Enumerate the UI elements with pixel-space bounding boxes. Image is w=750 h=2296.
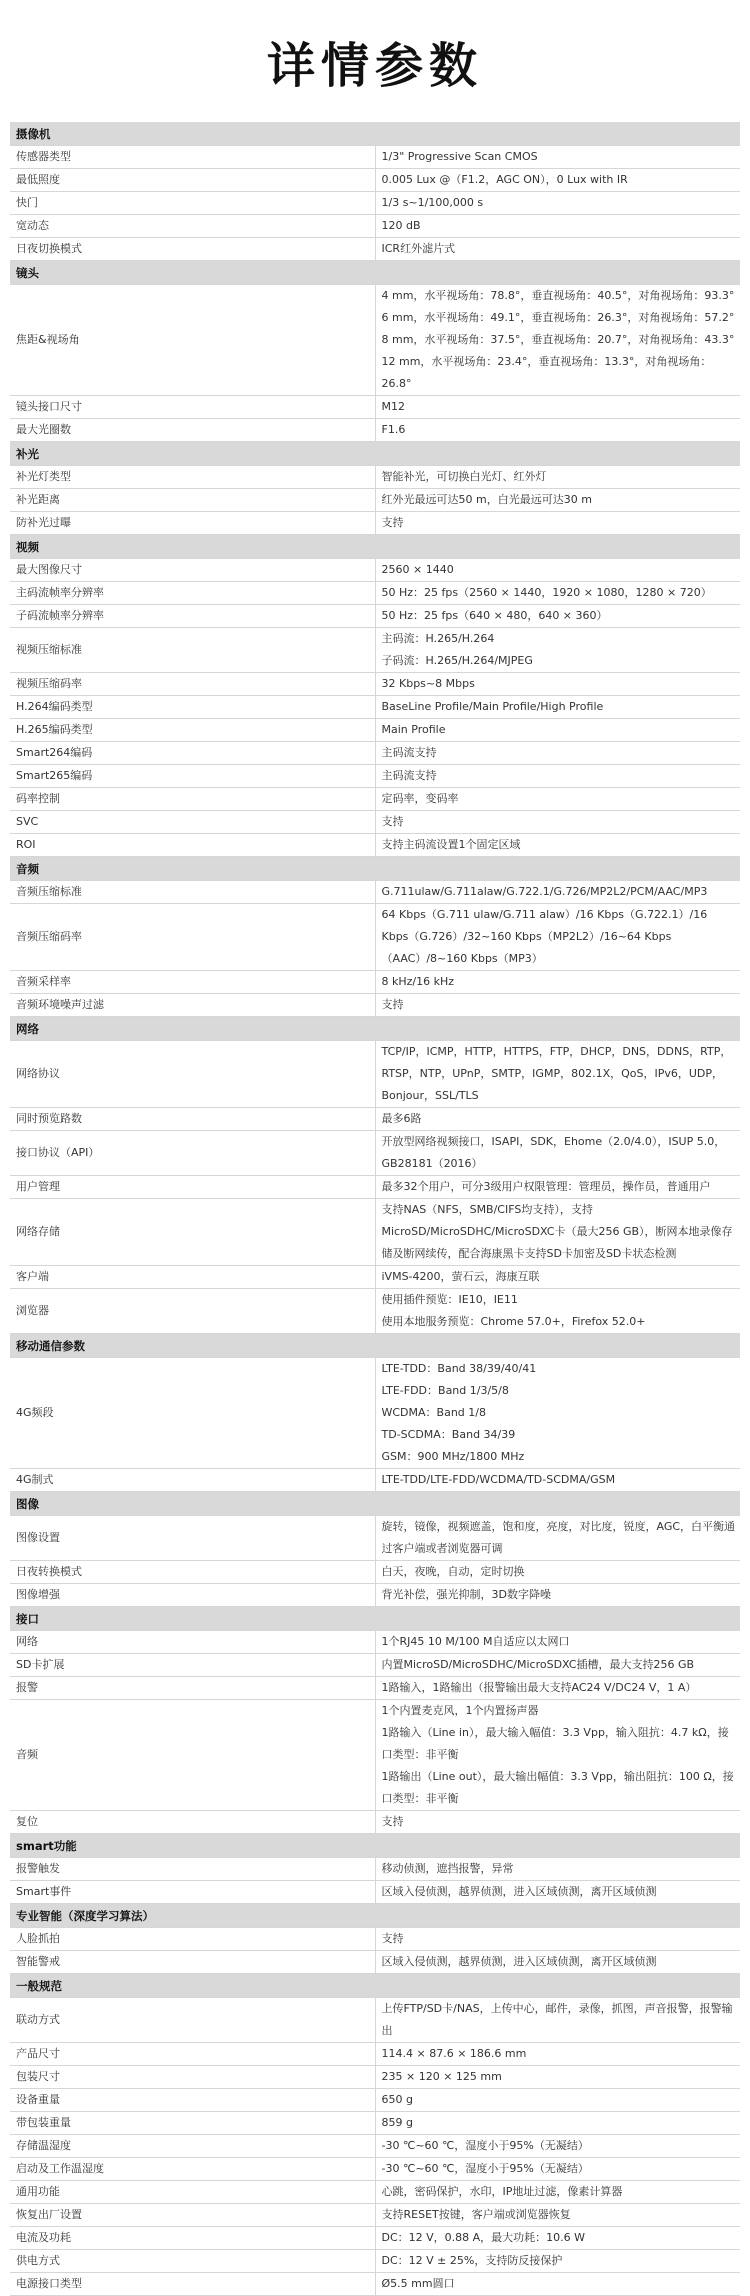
spec-key: 音频压缩码率 [10,904,375,971]
spec-value [375,2112,740,2135]
spec-value-line: 8 kHz/16 kHz [381,975,455,988]
spec-value-line: TCP/IP，ICMP，HTTP，HTTPS，FTP，DHCP，DNS，DDNS，RTP，RTSP，NTP，UPnP，SMTP，IGMP，802.1X，QoS，IPv6，UDP，Bonjour，SSL/TLS [381,1045,732,1102]
spec-row [10,285,740,396]
spec-value [375,2066,740,2089]
spec-key: 供电方式 [10,2250,375,2273]
spec-row [10,1176,740,1199]
spec-value-line: F1.6 [381,423,406,436]
spec-value-line: LTE-TDD：Band 38/39/40/41 [381,1362,537,1375]
spec-value-line: 32 Kbps~8 Mbps [381,677,475,690]
spec-value-line: 12 mm，水平视场角：23.4°，垂直视场角：13.3°，对角视场角：26.8° [381,355,712,390]
spec-value-line: 50 Hz：25 fps（640 × 480，640 × 360） [381,609,608,622]
spec-key: Smart264编码 [10,742,375,765]
spec-value [375,419,740,442]
spec-value-line: 1/3" Progressive Scan CMOS [381,150,538,163]
spec-value-line: -30 ℃~60 ℃，湿度小于95%（无凝结） [381,2139,589,2152]
spec-row [10,2066,740,2089]
spec-value [375,971,740,994]
spec-value [375,1584,740,1607]
spec-row [10,1631,740,1654]
spec-row [10,673,740,696]
spec-key: 最大光圈数 [10,419,375,442]
spec-key: 带包装重量 [10,2112,375,2135]
section-header [10,1607,740,1631]
spec-row [10,559,740,582]
spec-key: SVC [10,811,375,834]
spec-value-line: DC：12 V，0.88 A，最大功耗：10.6 W [381,2231,586,2244]
spec-row [10,2227,740,2250]
spec-row [10,2112,740,2135]
spec-value-line: 心跳，密码保护，水印，IP地址过滤，像素计算器 [381,2185,623,2198]
section-title: 网络 [10,1017,740,1041]
spec-value [375,1677,740,1700]
spec-value-line: 最多32个用户，可分3级用户权限管理：管理员，操作员，普通用户 [381,1180,711,1193]
spec-key: 音频压缩标准 [10,881,375,904]
spec-value [375,489,740,512]
spec-value [375,719,740,742]
spec-value [375,1516,740,1561]
spec-row [10,994,740,1017]
spec-value-line: 白天，夜晚，自动，定时切换 [381,1565,525,1578]
spec-key: 电源接口类型 [10,2273,375,2296]
spec-value [375,673,740,696]
spec-value [375,628,740,673]
spec-value [375,1131,740,1176]
spec-value-line: 子码流：H.265/H.264/MJPEG [381,654,533,667]
spec-row [10,169,740,192]
spec-value-line: 主码流支持 [381,746,437,759]
spec-row [10,1654,740,1677]
section-title: 摄像机 [10,122,740,146]
spec-value [375,2250,740,2273]
spec-key: 浏览器 [10,1289,375,1334]
spec-value-line: 主码流：H.265/H.264 [381,632,495,645]
section-title: 镜头 [10,261,740,285]
spec-value [375,811,740,834]
spec-row [10,582,740,605]
spec-value-line: 支持 [381,1815,404,1828]
spec-key: 图像设置 [10,1516,375,1561]
spec-row [10,215,740,238]
spec-value [375,1289,740,1334]
spec-value-line: 最多6路 [381,1112,422,1125]
spec-value-line: 移动侦测，遮挡报警，异常 [381,1862,514,1875]
spec-row [10,2204,740,2227]
spec-value [375,696,740,719]
spec-key: 网络 [10,1631,375,1654]
spec-value-line: 支持NAS（NFS，SMB/CIFS均支持），支持MicroSD/MicroSDHC/MicroSDXC卡（最大256 GB），断网本地录像存储及断网续传，配合海康黑卡支持SD卡加密及SD卡状态检测 [381,1203,733,1260]
spec-row [10,192,740,215]
spec-key: 视频压缩标准 [10,628,375,673]
spec-key: 报警 [10,1677,375,1700]
spec-key: 用户管理 [10,1176,375,1199]
spec-row [10,881,740,904]
spec-value-line: 4 mm，水平视场角：78.8°，垂直视场角：40.5°，对角视场角：93.3° [381,289,735,302]
spec-value-line: 8 mm，水平视场角：37.5°，垂直视场角：20.7°，对角视场角：43.3° [381,333,735,346]
spec-key: 报警触发 [10,1858,375,1881]
spec-row [10,1811,740,1834]
spec-value-line: iVMS-4200，萤石云，海康互联 [381,1270,540,1283]
spec-value-line: 1路输入（Line in），最大输入幅值：3.3 Vpp，输入阻抗：4.7 kΩ，接口类型：非平衡 [381,1726,729,1761]
spec-value-line: 1路输出（Line out），最大输出幅值：3.3 Vpp，输出阻抗：100 Ω，接口类型：非平衡 [381,1770,734,1805]
spec-row [10,1858,740,1881]
spec-value-line: 上传FTP/SD卡/NAS，上传中心，邮件，录像，抓图，声音报警，报警输出 [381,2002,733,2037]
spec-key: 存储温湿度 [10,2135,375,2158]
spec-value-line: 支持RESET按键，客户端或浏览器恢复 [381,2208,571,2221]
spec-row [10,1469,740,1492]
spec-key: 音频环境噪声过滤 [10,994,375,1017]
spec-value-line: 智能补光，可切换白光灯、红外灯 [381,470,547,483]
spec-row [10,419,740,442]
spec-key: 音频采样率 [10,971,375,994]
spec-key: 视频压缩码率 [10,673,375,696]
spec-key: 4G频段 [10,1358,375,1469]
spec-key: 补光灯类型 [10,466,375,489]
spec-value [375,146,740,169]
spec-value-line: 64 Kbps（G.711 ulaw/G.711 alaw）/16 Kbps（G.722.1）/16 Kbps（G.726）/32~160 Kbps（MP2L2）/16~64 Kbps（AAC）/8~160 Kbps（MP3） [381,908,708,965]
spec-value-line: 支持主码流设置1个固定区域 [381,838,521,851]
spec-value [375,1881,740,1904]
spec-value [375,512,740,535]
spec-value-line: M12 [381,400,405,413]
spec-value [375,605,740,628]
spec-key: 启动及工作温湿度 [10,2158,375,2181]
spec-value [375,1108,740,1131]
spec-key: 快门 [10,192,375,215]
spec-key: 恢复出厂设置 [10,2204,375,2227]
spec-value-line: 红外光最远可达50 m，白光最远可达30 m [381,493,592,506]
spec-key: 图像增强 [10,1584,375,1607]
spec-row [10,2158,740,2181]
spec-row [10,2043,740,2066]
spec-row [10,2089,740,2112]
spec-value-line: 开放型网络视频接口，ISAPI，SDK，Ehome（2.0/4.0），ISUP 5.0，GB28181（2016） [381,1135,726,1170]
spec-key: 音频 [10,1700,375,1811]
spec-value-line: 支持 [381,998,404,1011]
spec-value [375,2204,740,2227]
spec-row [10,1358,740,1469]
spec-row [10,489,740,512]
spec-value-line: 支持 [381,1932,404,1945]
spec-row [10,1700,740,1811]
spec-row [10,811,740,834]
spec-key: 包装尺寸 [10,2066,375,2089]
spec-value [375,2273,740,2296]
section-title: 接口 [10,1607,740,1631]
spec-key: 联动方式 [10,1998,375,2043]
spec-key: 子码流帧率分辨率 [10,605,375,628]
spec-value-line: 1/3 s~1/100,000 s [381,196,484,209]
section-header [10,1334,740,1358]
spec-value [375,1631,740,1654]
spec-value [375,559,740,582]
spec-row [10,2273,740,2296]
spec-key: 接口协议（API） [10,1131,375,1176]
spec-value [375,285,740,396]
spec-key: 镜头接口尺寸 [10,396,375,419]
spec-value-line: Ø5.5 mm圆口 [381,2277,455,2290]
spec-key: 日夜转换模式 [10,1561,375,1584]
spec-value-line: TD-SCDMA：Band 34/39 [381,1428,516,1441]
spec-value [375,2089,740,2112]
spec-key: 智能警戒 [10,1951,375,1974]
spec-row [10,1584,740,1607]
spec-row [10,1199,740,1266]
spec-value-line: 背光补偿，强光抑制，3D数字降噪 [381,1588,551,1601]
spec-row [10,2250,740,2273]
spec-value-line: G.711ulaw/G.711alaw/G.722.1/G.726/MP2L2/PCM/AAC/MP3 [381,885,708,898]
spec-value-line: LTE-TDD/LTE-FDD/WCDMA/TD-SCDMA/GSM [381,1473,616,1486]
spec-row [10,1561,740,1584]
spec-value [375,1199,740,1266]
spec-value-line: 区域入侵侦测，越界侦测，进入区域侦测，离开区域侦测 [381,1955,657,1968]
spec-row [10,1881,740,1904]
section-header [10,122,740,146]
spec-row [10,512,740,535]
spec-value-line: 1个RJ45 10 M/100 M自适应以太网口 [381,1635,570,1648]
spec-key: 焦距&视场角 [10,285,375,396]
spec-value [375,169,740,192]
spec-value-line: 定码率，变码率 [381,792,459,805]
spec-row [10,1041,740,1108]
spec-value-line: ICR红外滤片式 [381,242,456,255]
spec-value-line: 区域入侵侦测，越界侦测，进入区域侦测，离开区域侦测 [381,1885,657,1898]
spec-value-line: 0.005 Lux @（F1.2，AGC ON），0 Lux with IR [381,173,628,186]
spec-row [10,1289,740,1334]
spec-row [10,466,740,489]
spec-value-line: 使用本地服务预览：Chrome 57.0+，Firefox 52.0+ [381,1315,646,1328]
spec-key: 同时预览路数 [10,1108,375,1131]
spec-key: 复位 [10,1811,375,1834]
spec-value-line: BaseLine Profile/Main Profile/High Profile [381,700,604,713]
spec-value-line: GSM：900 MHz/1800 MHz [381,1450,525,1463]
section-header [10,1017,740,1041]
spec-value [375,1266,740,1289]
spec-row [10,628,740,673]
spec-key: 日夜切换模式 [10,238,375,261]
spec-value-line: WCDMA：Band 1/8 [381,1406,486,1419]
spec-value [375,1469,740,1492]
spec-value-line: 2560 × 1440 [381,563,454,576]
spec-value-line: 1个内置麦克风，1个内置扬声器 [381,1704,539,1717]
spec-value-line: 235 × 120 × 125 mm [381,2070,502,2083]
spec-row [10,1928,740,1951]
spec-row [10,719,740,742]
spec-row [10,1951,740,1974]
spec-key: 电流及功耗 [10,2227,375,2250]
spec-value [375,582,740,605]
spec-value [375,1041,740,1108]
spec-key: 网络存储 [10,1199,375,1266]
spec-value-line: 使用插件预览：IE10，IE11 [381,1293,518,1306]
spec-row [10,788,740,811]
spec-value [375,2181,740,2204]
spec-key: 码率控制 [10,788,375,811]
spec-value-line: 主码流支持 [381,769,437,782]
spec-value-line: Main Profile [381,723,446,736]
spec-key: 最低照度 [10,169,375,192]
spec-value [375,238,740,261]
spec-row [10,971,740,994]
section-header [10,1834,740,1858]
spec-key: Smart事件 [10,1881,375,1904]
spec-value [375,765,740,788]
section-header [10,535,740,559]
spec-value [375,2227,740,2250]
spec-key: 客户端 [10,1266,375,1289]
section-header [10,261,740,285]
spec-value [375,1858,740,1881]
spec-value-line: DC：12 V ± 25%，支持防反接保护 [381,2254,563,2267]
spec-value [375,466,740,489]
section-title: 移动通信参数 [10,1334,740,1358]
spec-value-line: 支持 [381,516,404,529]
spec-value-line: LTE-FDD：Band 1/3/5/8 [381,1384,509,1397]
spec-key: ROI [10,834,375,857]
spec-value [375,1811,740,1834]
spec-value-line: 支持 [381,815,404,828]
section-title: 视频 [10,535,740,559]
section-title: 音频 [10,857,740,881]
spec-row [10,1131,740,1176]
spec-value-line: 50 Hz：25 fps（2560 × 1440，1920 × 1080，1280 × 720） [381,586,712,599]
spec-value [375,788,740,811]
spec-key: 主码流帧率分辨率 [10,582,375,605]
spec-row [10,1677,740,1700]
spec-value [375,396,740,419]
spec-value [375,2158,740,2181]
spec-row [10,1108,740,1131]
spec-value [375,2043,740,2066]
spec-key: 网络协议 [10,1041,375,1108]
section-title: smart功能 [10,1834,740,1858]
spec-value [375,1928,740,1951]
spec-key: H.264编码类型 [10,696,375,719]
spec-value-line: -30 ℃~60 ℃，湿度小于95%（无凝结） [381,2162,589,2175]
section-title: 一般规范 [10,1974,740,1998]
spec-value [375,192,740,215]
spec-row [10,1266,740,1289]
spec-row [10,1516,740,1561]
section-header [10,442,740,466]
spec-row [10,765,740,788]
spec-value [375,1951,740,1974]
spec-row [10,904,740,971]
spec-row [10,834,740,857]
section-title: 专业智能（深度学习算法） [10,1904,740,1928]
spec-value [375,1561,740,1584]
spec-key: 传感器类型 [10,146,375,169]
spec-row [10,1998,740,2043]
spec-row [10,238,740,261]
section-header [10,1904,740,1928]
spec-key: SD卡扩展 [10,1654,375,1677]
spec-value-line: 114.4 × 87.6 × 186.6 mm [381,2047,527,2060]
spec-value [375,1700,740,1811]
spec-value [375,1176,740,1199]
page-title: 详情参数 [266,37,483,94]
spec-value-line: 旋转，镜像，视频遮盖，饱和度，亮度，对比度，锐度，AGC，白平衡通过客户端或者浏览器可调 [381,1520,736,1555]
section-title: 补光 [10,442,740,466]
section-header [10,857,740,881]
spec-value [375,742,740,765]
spec-row [10,2181,740,2204]
spec-value-line: 120 dB [381,219,421,232]
spec-value [375,2135,740,2158]
spec-value [375,1358,740,1469]
spec-key: Smart265编码 [10,765,375,788]
spec-value [375,994,740,1017]
section-title: 图像 [10,1492,740,1516]
spec-value-line: 650 g [381,2093,413,2106]
spec-key: 人脸抓拍 [10,1928,375,1951]
spec-value-line: 1路输入，1路输出（报警输出最大支持AC24 V/DC24 V，1 A） [381,1681,697,1694]
spec-key: 防补光过曝 [10,512,375,535]
spec-value [375,881,740,904]
spec-key: 通用功能 [10,2181,375,2204]
spec-value [375,215,740,238]
section-header [10,1492,740,1516]
spec-key: 4G制式 [10,1469,375,1492]
spec-value [375,904,740,971]
spec-value-line: 859 g [381,2116,413,2129]
section-header [10,1974,740,1998]
spec-key: 最大图像尺寸 [10,559,375,582]
spec-row [10,2135,740,2158]
spec-row [10,146,740,169]
spec-value-line: 6 mm，水平视场角：49.1°，垂直视场角：26.3°，对角视场角：57.2° [381,311,735,324]
spec-table [10,122,740,2296]
spec-key: H.265编码类型 [10,719,375,742]
spec-key: 宽动态 [10,215,375,238]
spec-value [375,1654,740,1677]
spec-key: 设备重量 [10,2089,375,2112]
spec-value-line: 内置MicroSD/MicroSDHC/MicroSDXC插槽，最大支持256 GB [381,1658,695,1671]
spec-row [10,396,740,419]
spec-key: 产品尺寸 [10,2043,375,2066]
spec-value [375,834,740,857]
spec-row [10,696,740,719]
spec-key: 补光距离 [10,489,375,512]
spec-row [10,605,740,628]
spec-row [10,742,740,765]
spec-value [375,1998,740,2043]
